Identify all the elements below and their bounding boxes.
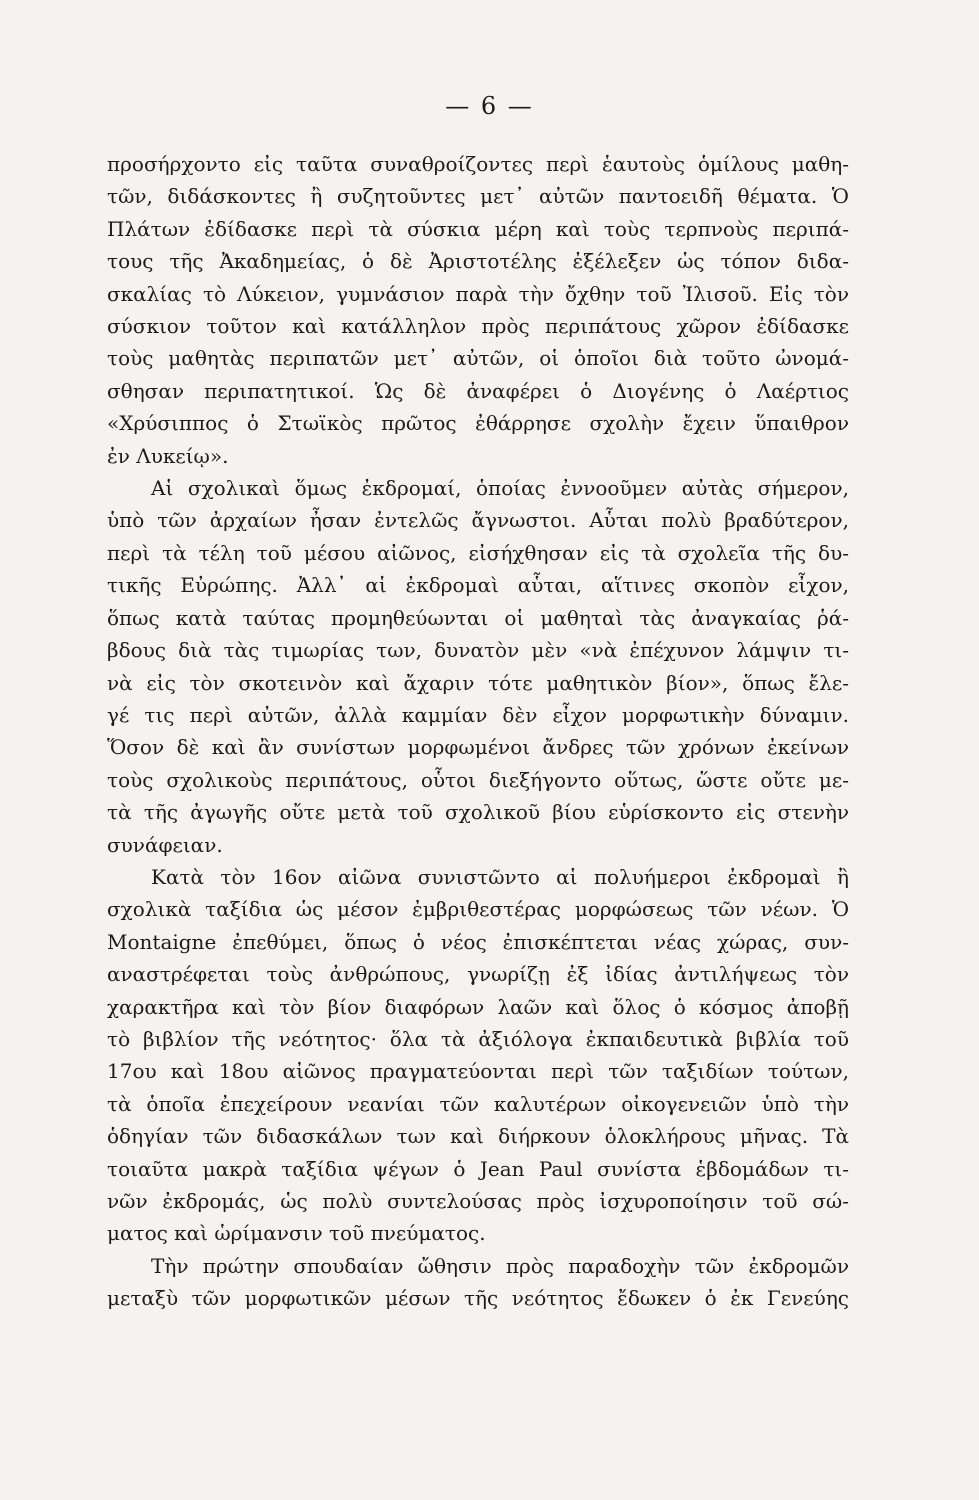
text-line: τὸ βιβλίον τῆς νεότητος· ὅλα τὰ ἀξιόλογα ἐκπαιδευτικὰ βιβλία τοῦ [107, 1026, 849, 1051]
body-text [107, 148, 849, 1315]
text-line: τοιαῦτα μακρὰ ταξίδια ψέγων ὁ Jean Paul συνίστα ἑβδομάδων τι- [107, 1156, 849, 1181]
text-line: τοὺς σχολικοὺς περιπάτους, οὗτοι διεξήγοντο οὕτως, ὥστε οὔτε με- [107, 767, 849, 792]
text-line: ὁδηγίαν τῶν διδασκάλων των καὶ διήρκουν ὁλοκλήρους μῆνας. Τὰ [107, 1124, 849, 1149]
paragraph [107, 148, 849, 472]
text-line: αναστρέφεται τοὺς ἀνθρώπους, γνωρίζῃ ἐξ ἰδίας ἀντιλήψεως τὸν [107, 962, 849, 987]
paragraph [107, 1250, 849, 1315]
text-line: τὰ τῆς ἀγωγῆς οὔτε μετὰ τοῦ σχολικοῦ βίου εὑρίσκοντο εἰς στενὴν [107, 800, 849, 825]
text-line: περὶ τὰ τέλη τοῦ μέσου αἰῶνος, εἰσήχθησαν εἰς τὰ σχολεῖα τῆς δυ- [107, 540, 849, 565]
text-line: ματος καὶ ὡρίμανσιν τοῦ πνεύματος. [107, 1221, 486, 1246]
text-line: τοὺς μαθητὰς περιπατῶν μετ᾽ αὐτῶν, οἱ ὁποῖοι διὰ τοῦτο ὠνομά- [107, 346, 849, 371]
text-line: προσήρχοντο εἰς ταῦτα συναθροίζοντες περὶ ἑαυτοὺς ὁμίλους μαθη- [107, 152, 849, 176]
text-line: τῶν, διδάσκοντες ἢ συζητοῦντες μετ᾽ αὐτῶν παντοειδῆ θέματα. Ὁ [107, 184, 849, 209]
text-line: ὑπὸ τῶν ἀρχαίων ἦσαν ἐντελῶς ἄγνωστοι. Αὗται πολὺ βραδύτερον, [107, 508, 849, 533]
text-line: σύσκιον τοῦτον καὶ κατάλληλον πρὸς περιπάτους χῶρον ἐδίδασκε [107, 314, 849, 339]
text-line: σθησαν περιπατητικοί. Ὡς δὲ ἀναφέρει ὁ Διογένης ὁ Λαέρτιος [107, 378, 849, 403]
text-line: μεταξὺ τῶν μορφωτικῶν μέσων τῆς νεότητος ἔδωκεν ὁ ἐκ Γενεύης [107, 1286, 849, 1311]
text-line: βδους διὰ τὰς τιμωρίας των, δυνατὸν μὲν «νὰ ἐπέχυνον λάμψιν τι- [107, 638, 849, 663]
text-line: Ὅσον δὲ καὶ ἂν συνίστων μορφωμένοι ἄνδρες τῶν χρόνων ἐκείνων [107, 735, 849, 760]
paragraph [107, 472, 849, 861]
text-line: σχολικὰ ταξίδια ὡς μέσον ἐμβριθεστέρας μορφώσεως τῶν νέων. Ὁ [107, 897, 849, 922]
text-line: τὰ ὁποῖα ἐπεχείρουν νεανίαι τῶν καλυτέρων οἰκογενειῶν ὑπὸ τὴν [107, 1091, 849, 1116]
text-line: Αἱ σχολικαὶ ὅμως ἐκδρομαί, ὁποίας ἐννοοῦμεν αὐτὰς σήμερον, [151, 476, 849, 501]
text-line: σκαλίας τὸ Λύκειον, γυμνάσιον παρὰ τὴν ὄχθην τοῦ Ἰλισοῦ. Εἰς τὸν [107, 281, 849, 306]
text-line: ἐν Λυκείῳ». [107, 443, 229, 468]
text-line: τους τῆς Ἀκαδημείας, ὁ δὲ Ἀριστοτέλης ἐξέλεξεν ὡς τόπον διδα- [107, 249, 849, 274]
text-line: 17ου καὶ 18ου αἰῶνος πραγματεύονται περὶ τῶν ταξιδίων τούτων, [107, 1059, 849, 1084]
paragraph [107, 861, 849, 1250]
text-line: «Χρύσιππος ὁ Στωϊκὸς πρῶτος ἐθάρρησε σχολὴν ἔχειν ὕπαιθρον [107, 411, 849, 436]
text-line: ὅπως κατὰ ταύτας προμηθεύωνται οἱ μαθηταὶ τὰς ἀναγκαίας ῥά- [107, 605, 849, 630]
text-line: Κατὰ τὸν 16ον αἰῶνα συνιστῶντο αἱ πολυήμεροι ἐκδρομαὶ ἢ [151, 864, 849, 889]
page-number: — 6 — [445, 92, 534, 120]
text-line: νῶν ἐκδρομάς, ὡς πολὺ συντελούσας πρὸς ἰσχυροποίησιν τοῦ σώ- [107, 1189, 849, 1213]
text-line: Τὴν πρώτην σπουδαίαν ὤθησιν πρὸς παραδοχὴν τῶν ἐκδρομῶν [151, 1253, 849, 1278]
text-line: Montaigne ἐπεθύμει, ὅπως ὁ νέος ἐπισκέπτεται νέας χώρας, συν- [107, 929, 849, 954]
text-line: τικῆς Εὐρώπης. Ἀλλ᾽ αἱ ἐκδρομαὶ αὗται, αἵτινες σκοπὸν εἶχον, [107, 573, 849, 598]
text-line: νὰ εἰς τὸν σκοτεινὸν καὶ ἄχαριν τότε μαθητικὸν βίον», ὅπως ἔλε- [107, 670, 849, 695]
text-line: γέ τις περὶ αὐτῶν, ἀλλὰ καμμίαν δὲν εἶχον μορφωτικὴν δύναμιν. [107, 702, 849, 727]
text-line: χαρακτῆρα καὶ τὸν βίον διαφόρων λαῶν καὶ ὅλος ὁ κόσμος ἀποβῇ [107, 994, 849, 1019]
text-line: συνάφειαν. [107, 832, 223, 857]
text-line: Πλάτων ἐδίδασκε περὶ τὰ σύσκια μέρη καὶ τοὺς τερπνοὺς περιπά- [107, 216, 849, 241]
